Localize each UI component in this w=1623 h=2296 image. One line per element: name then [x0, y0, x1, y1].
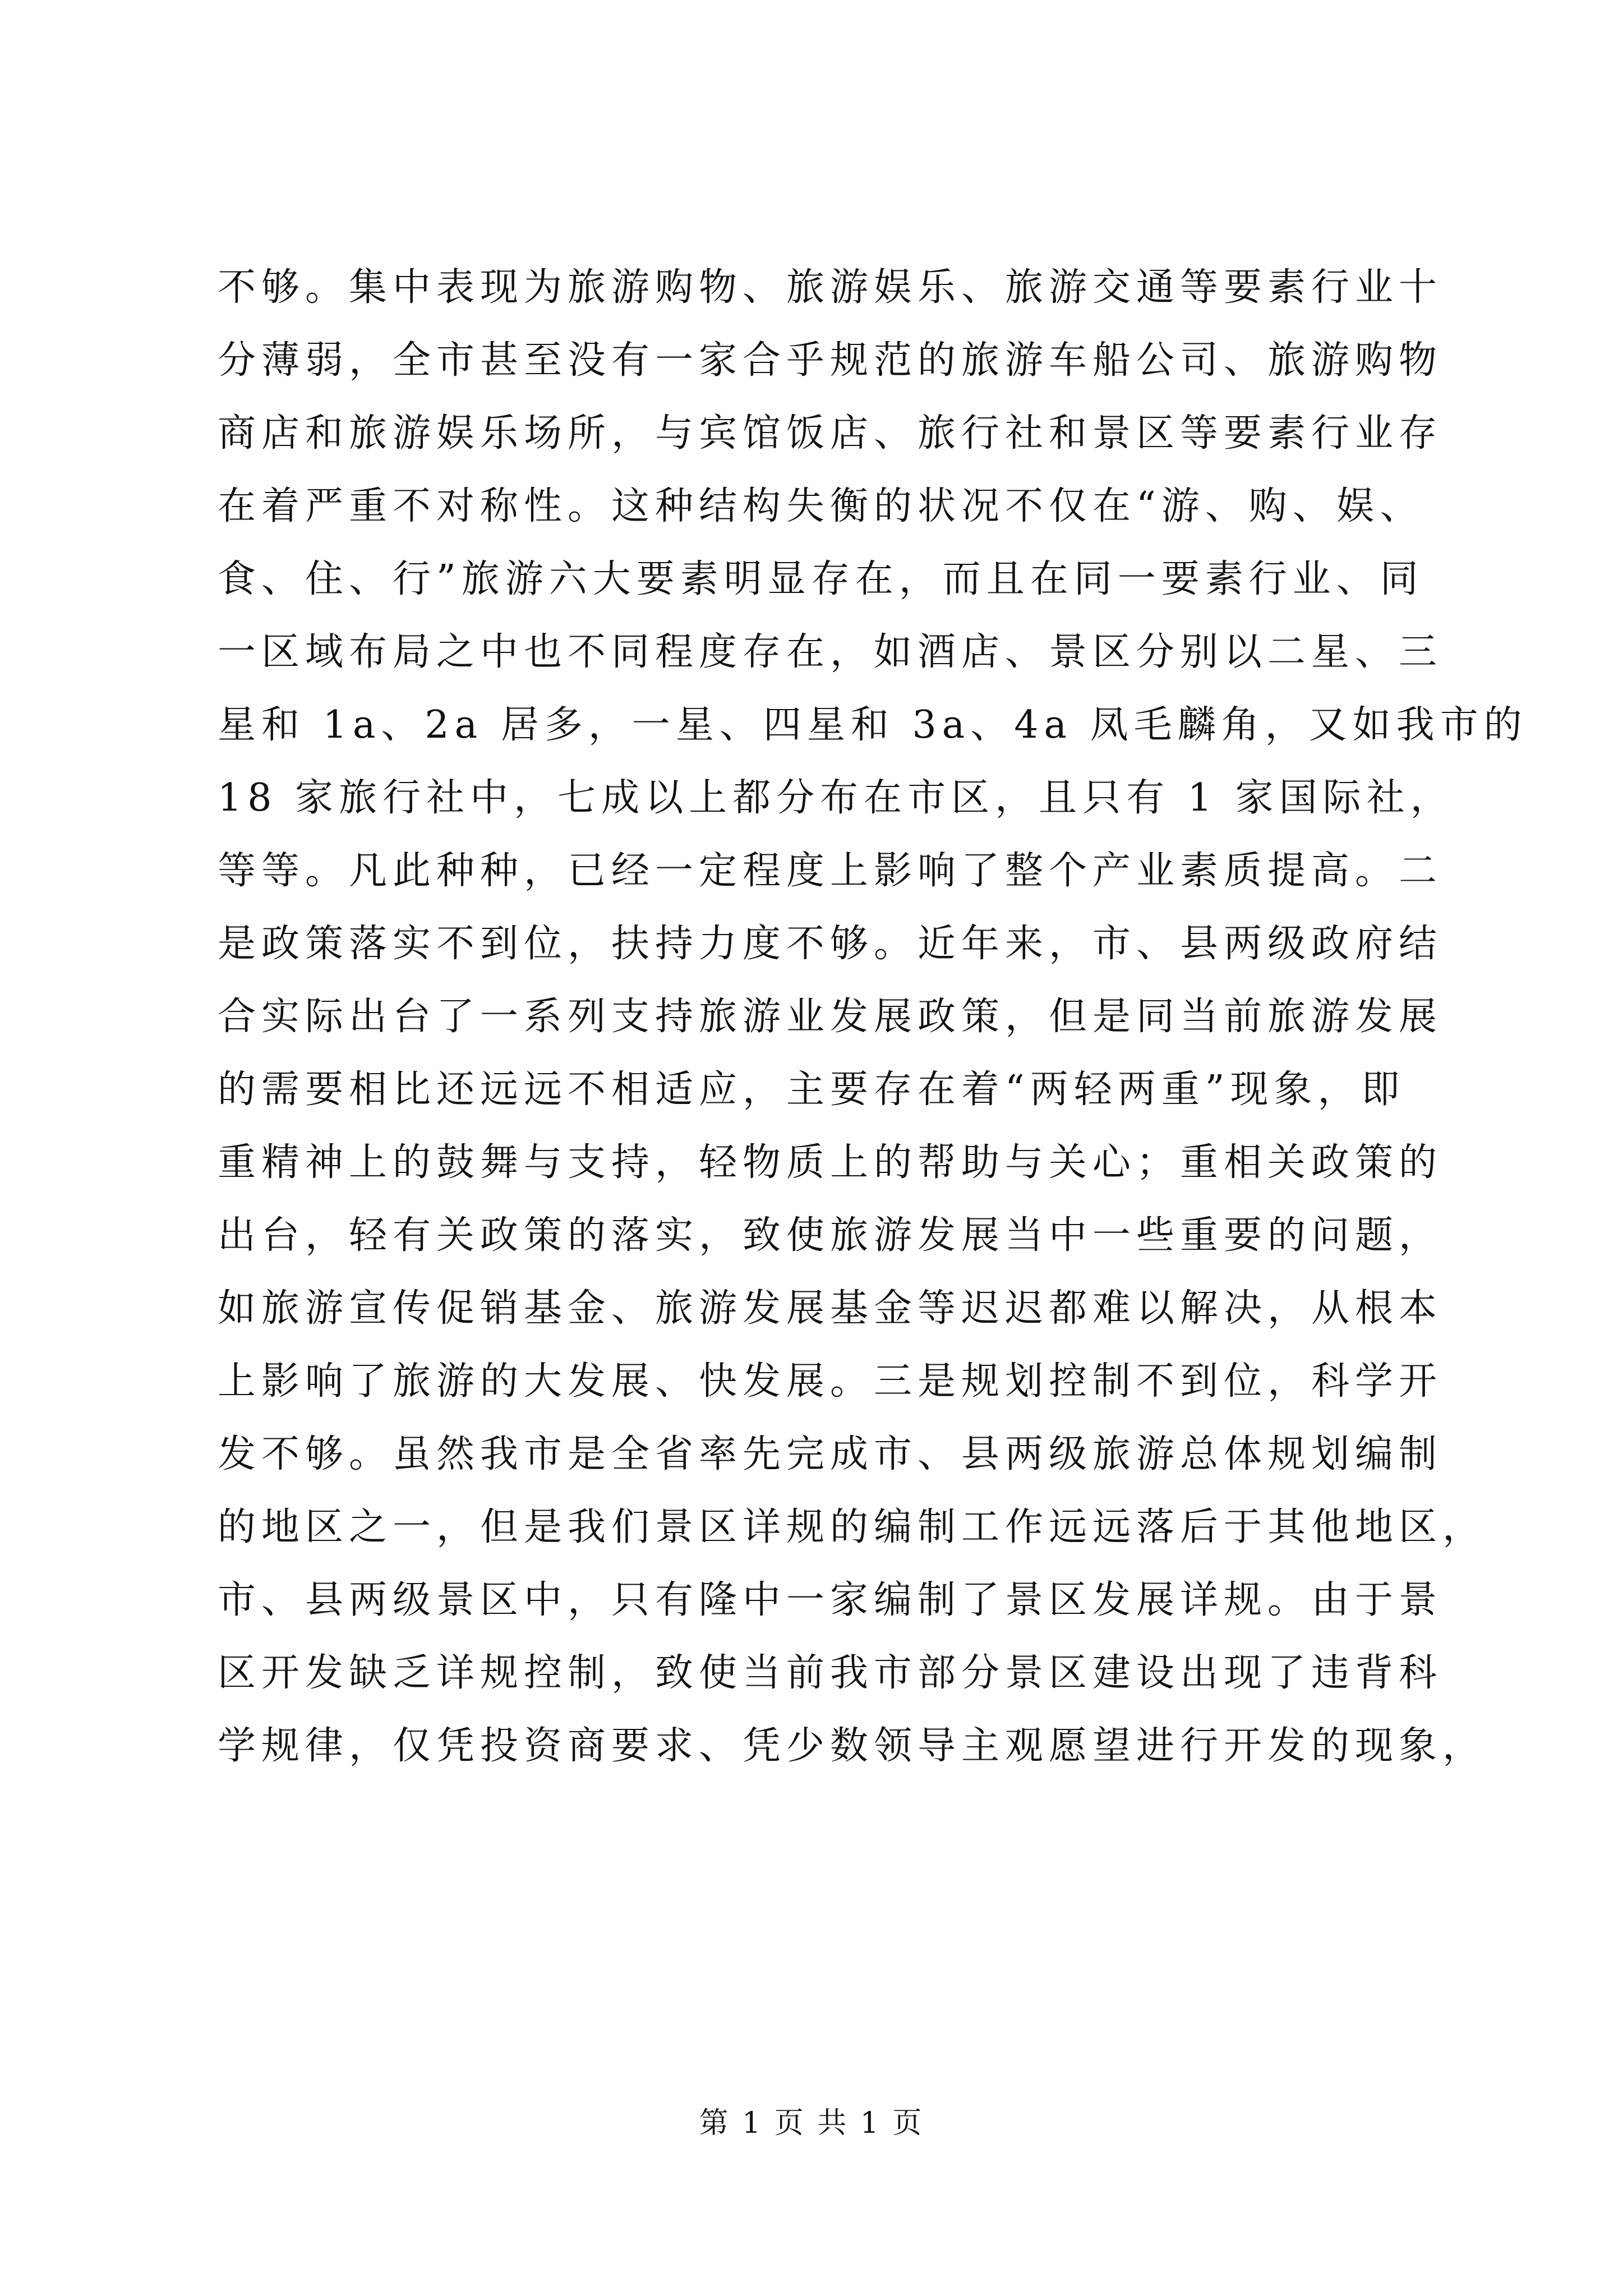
text-line: 上影响了旅游的大发展、快发展。三是规划控制不到位，科学开: [218, 1359, 1443, 1404]
text-line: 星和 1a、2a 居多，一星、四星和 3a、4a 凤毛麟角，又如我市的: [218, 703, 1528, 747]
text-line: 18 家旅行社中，七成以上都分布在市区，且只有 1 家国际社，: [218, 776, 1454, 820]
text-line: 分薄弱，全市甚至没有一家合乎规范的旅游车船公司、旅游购物: [218, 338, 1443, 383]
text-line: 在着严重不对称性。这种结构失衡的状况不仅在“游、购、娱、: [218, 484, 1424, 528]
text-line: 重精神上的鼓舞与支持，轻物质上的帮助与关心；重相关政策的: [218, 1140, 1443, 1185]
text-line: 合实际出台了一系列支持旅游业发展政策，但是同当前旅游发展: [218, 995, 1443, 1039]
text-line: 食、住、行”旅游六大要素明显存在，而且在同一要素行业、同: [218, 557, 1424, 601]
text-line: 等等。凡此种种，已经一定程度上影响了整个产业素质提高。二: [218, 849, 1443, 893]
text-line: 发不够。虽然我市是全省率先完成市、县两级旅游总体规划编制: [218, 1432, 1443, 1476]
text-line: 市、县两级景区中，只有隆中一家编制了景区发展详规。由于景: [218, 1578, 1443, 1622]
page-footer: [0, 2104, 1623, 2143]
text-line: 区开发缺乏详规控制，致使当前我市部分景区建设出现了违背科: [218, 1651, 1443, 1695]
text-line: 学规律，仅凭投资商要求、凭少数领导主观愿望进行开发的现象，: [218, 1724, 1487, 1768]
text-line: 一区域布局之中也不同程度存在，如酒店、景区分别以二星、三: [218, 630, 1443, 674]
text-line: 商店和旅游娱乐场所，与宾馆饭店、旅行社和景区等要素行业存: [218, 411, 1443, 455]
body-paragraph: [218, 251, 1528, 1783]
text-line: 的地区之一，但是我们景区详规的编制工作远远落后于其他地区，: [218, 1505, 1487, 1549]
text-line: 出台，轻有关政策的落实，致使旅游发展当中一些重要的问题，: [218, 1213, 1443, 1258]
text-line: 是政策落实不到位，扶持力度不够。近年来，市、县两级政府结: [218, 922, 1443, 966]
text-line: 的需要相比还远远不相适应，主要存在着“两轻两重”现象，即: [218, 1068, 1405, 1112]
text-line: 如旅游宣传促销基金、旅游发展基金等迟迟都难以解决，从根本: [218, 1286, 1443, 1331]
page-number-label: 第 1 页 共 1 页: [699, 2106, 924, 2140]
text-line: 不够。集中表现为旅游购物、旅游娱乐、旅游交通等要素行业十: [218, 265, 1443, 310]
